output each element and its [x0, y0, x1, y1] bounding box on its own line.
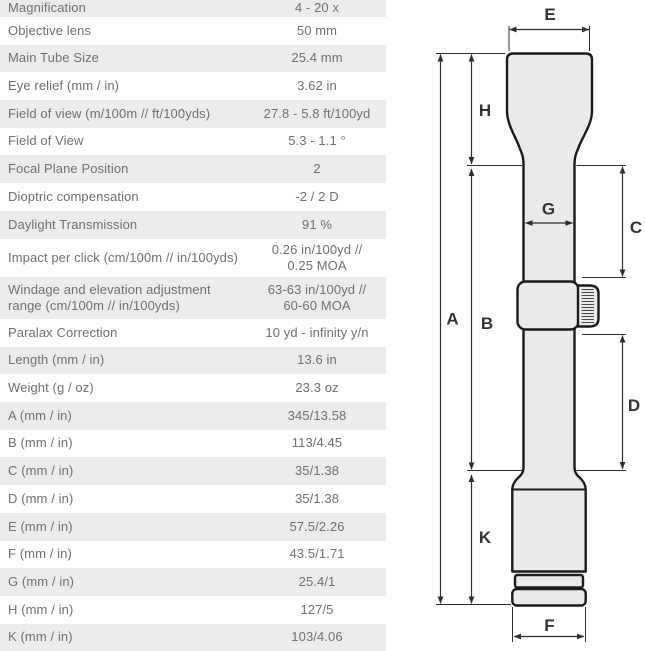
- spec-row: [0, 568, 386, 596]
- spec-value: -2 / 2 D: [295, 188, 339, 204]
- spec-row: [0, 239, 386, 278]
- spec-value: 127/5: [300, 601, 334, 617]
- dim-label-k: K: [478, 528, 492, 547]
- spec-label: K (mm / in): [8, 629, 73, 645]
- windage-turret-knob: [578, 286, 599, 327]
- eyepiece-ring-lower: [512, 589, 585, 606]
- spec-value: 35/1.38: [294, 490, 340, 506]
- spec-row: [0, 277, 386, 319]
- spec-row: [0, 72, 386, 100]
- spec-label: Field of View: [8, 133, 84, 149]
- spec-value: 103/4.06: [291, 629, 343, 645]
- spec-row: [0, 596, 386, 624]
- spec-value: 25.4 mm: [291, 50, 343, 66]
- spec-value: 91 %: [301, 216, 333, 232]
- spec-row: [0, 155, 386, 183]
- spec-row: [0, 485, 386, 513]
- spec-value: 50 mm: [296, 22, 338, 38]
- spec-value: 25.4/1: [298, 573, 336, 589]
- spec-row: [0, 100, 386, 128]
- spec-value: 63-63 in/100yd // 60-60 MOA: [267, 281, 367, 313]
- spec-row: [0, 513, 386, 541]
- spec-value: 2: [313, 161, 321, 177]
- spec-value: 4 - 20 x: [294, 0, 340, 16]
- dim-label-c: C: [629, 218, 643, 237]
- spec-row: [0, 541, 386, 569]
- spec-label: F (mm / in): [8, 546, 72, 562]
- spec-label: Dioptric compensation: [8, 188, 139, 204]
- spec-row: [0, 347, 386, 375]
- spec-value: 57.5/2.26: [289, 518, 345, 534]
- spec-row: [0, 128, 386, 156]
- turret-housing: [518, 282, 579, 330]
- scope-outline-drawing: [507, 54, 599, 606]
- spec-label: H (mm / in): [8, 601, 74, 617]
- dim-label-e: E: [544, 5, 556, 24]
- dim-label-g: G: [541, 199, 556, 219]
- spec-value: 23.3 oz: [295, 380, 339, 396]
- dim-label-b: B: [480, 314, 494, 333]
- spec-row: [0, 211, 386, 239]
- spec-label: Daylight Transmission: [8, 216, 138, 232]
- spec-row: [0, 430, 386, 458]
- spec-value: 5.3 - 1.1 °: [288, 133, 346, 149]
- spec-value: 345/13.58: [287, 407, 347, 423]
- spec-value: 35/1.38: [294, 463, 340, 479]
- spec-value: 43.5/1.71: [289, 546, 345, 562]
- eyepiece-ring-upper: [515, 575, 583, 588]
- spec-label: Eye relief (mm / in): [8, 78, 120, 94]
- spec-label: Focal Plane Position: [8, 161, 129, 177]
- spec-row: [0, 457, 386, 485]
- spec-label: D (mm / in): [8, 490, 74, 506]
- spec-label: G (mm / in): [8, 573, 75, 589]
- spec-label: Length (mm / in): [8, 352, 105, 368]
- spec-row: [0, 0, 386, 17]
- scope-dimension-diagram: [390, 0, 645, 645]
- spec-label: Weight (g / oz): [8, 380, 94, 396]
- spec-label: Paralax Correction: [8, 324, 118, 340]
- spec-value: 3.62 in: [297, 78, 337, 94]
- spec-label: Magnification: [8, 0, 86, 16]
- dim-label-a: A: [446, 309, 459, 329]
- spec-label: Main Tube Size: [8, 50, 100, 66]
- spec-row: [0, 624, 386, 651]
- dim-label-h: H: [478, 101, 492, 120]
- spec-row: [0, 374, 386, 402]
- spec-row: [0, 17, 386, 45]
- spec-label: Windage and elevation adjustment range (cm/100m // in/100yds): [8, 281, 211, 313]
- spec-label: Impact per click (cm/100m // in/100yds): [8, 249, 239, 265]
- spec-label: Field of view (m/100m // ft/100yds): [8, 105, 211, 121]
- spec-value: 0.26 in/100yd // 0.25 MOA: [271, 241, 363, 273]
- spec-row: [0, 319, 386, 347]
- spec-value: 27.8 - 5.8 ft/100yd: [263, 105, 371, 121]
- spec-label: B (mm / in): [8, 435, 73, 451]
- spec-value: 13.6 in: [297, 352, 337, 368]
- spec-label: A (mm / in): [8, 407, 72, 423]
- spec-label: C (mm / in): [8, 463, 74, 479]
- spec-row: [0, 402, 386, 430]
- spec-value: 113/4.45: [291, 435, 343, 451]
- spec-label: E (mm / in): [8, 518, 73, 534]
- spec-row: [0, 45, 386, 73]
- spec-value: 10 yd - infinity y/n: [265, 324, 369, 340]
- dim-label-f: F: [544, 616, 555, 635]
- dim-label-d: D: [627, 396, 641, 415]
- spec-label: Objective lens: [8, 22, 92, 38]
- spec-row: [0, 183, 386, 211]
